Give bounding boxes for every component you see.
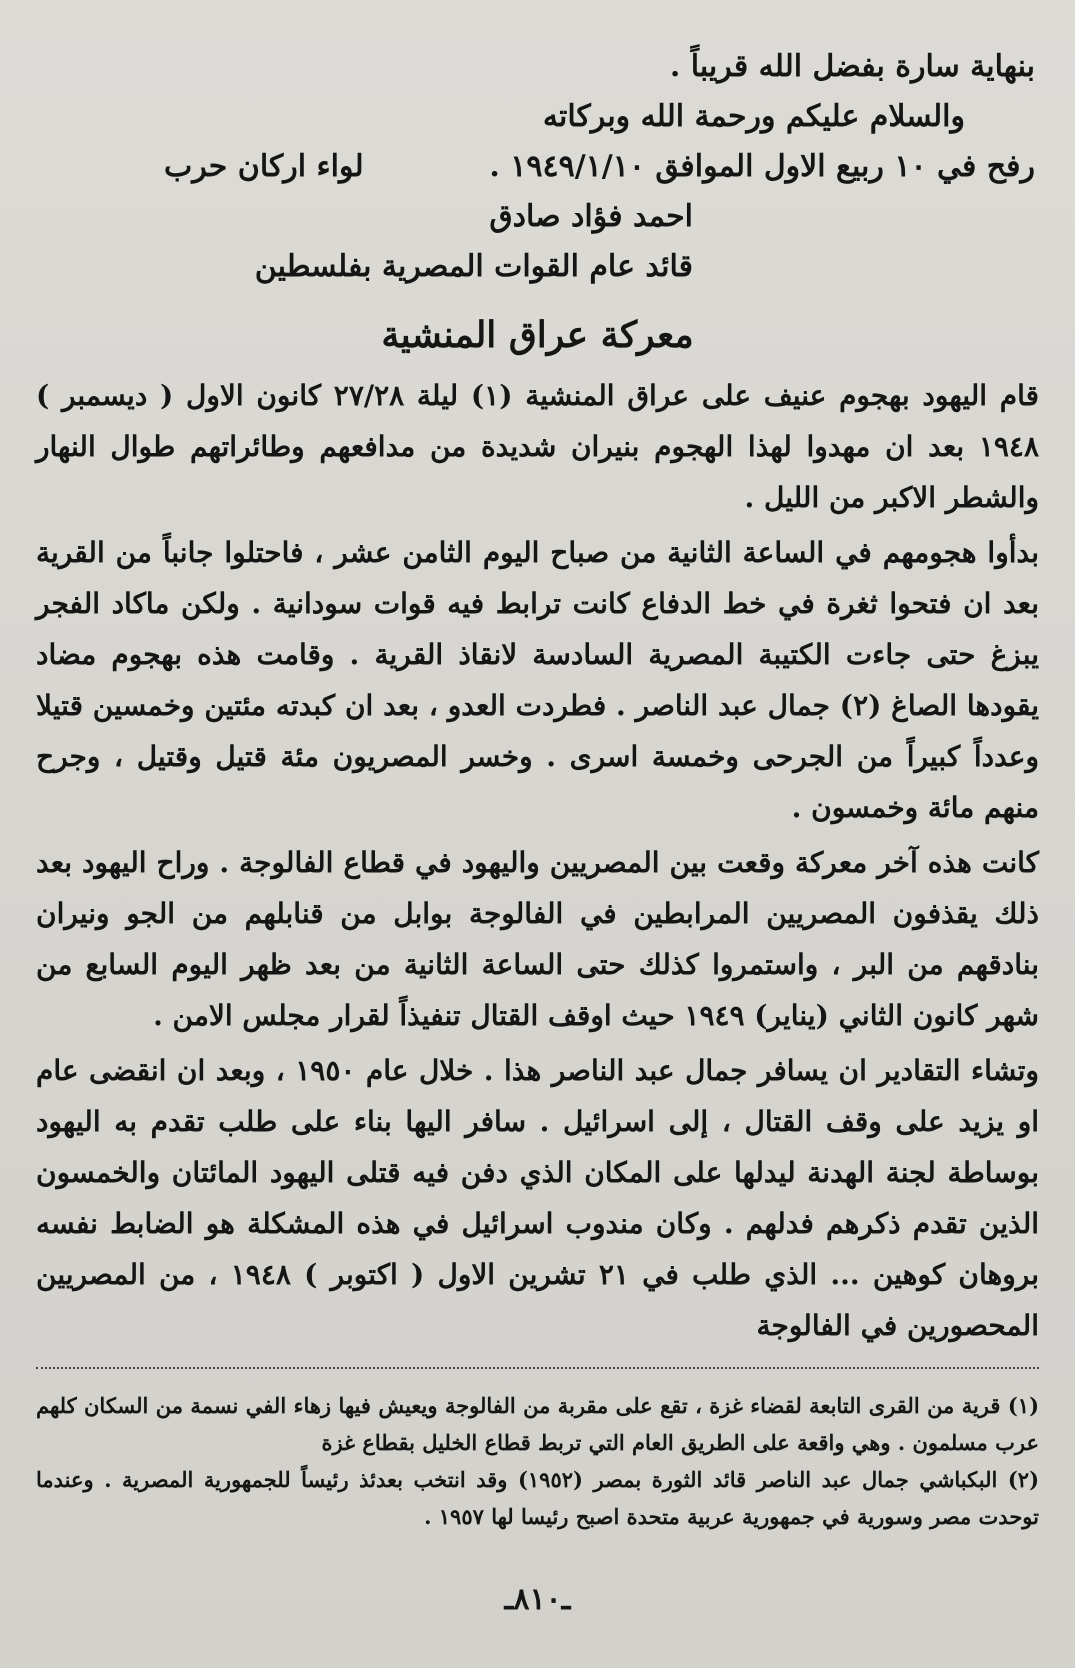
signatory-name: احمد فؤاد صادق [489,199,693,234]
letter-closing [36,42,1039,292]
paragraph: قام اليهود بهجوم عنيف على عراق المنشية (١) ليلة ٢٧/٢٨ كانون الاول ( ديسمبر ) ١٩٤٨ بعد ان مهدوا لهذا الهجوم بنيران شديدة من مدافعهم وطائراتهم طوال النهار والشطر الاكبر من الليل . [36,379,1039,514]
footnote: (٢) البكباشي جمال عبد الناصر قائد الثورة بمصر (١٩٥٢) وقد انتخب بعدئذ رئيساً للجمهورية المصرية . وعندما توحدت مصر وسورية في جمهورية عربية متحدة اصبح رئيسا لها ١٩٥٧ . [36,1467,1039,1529]
closing-line: بنهاية سارة بفضل الله قريباً . [669,49,1035,84]
signatory-title: قائد عام القوات المصرية بفلسطين [254,249,693,284]
paragraph: بدأوا هجومهم في الساعة الثانية من صباح اليوم الثامن عشر ، فاحتلوا جانباً من القرية بعد ان فتحوا ثغرة في خط الدفاع كانت ترابط فيه قوات سودانية . ولكن ماكاد الفجر يبزغ حتى جاءت الكتيبة المصرية السادسة لانقاذ القرية . وقامت هذه بهجوم مضاد يقودها الصاغ (٢) جمال عبد الناصر . فطردت العدو ، بعد ان كبدته مئتين وخمسين قتيلا وعدداً كبيراً من الجرحى وخمسة اسرى . وخسر المصريون مئة قتيل وقتيل ، وجرح منهم مائة وخمسون . [36,536,1040,824]
date-rank-line [36,142,1039,192]
salutation: والسلام عليكم ورحمة الله وبركاته [542,99,965,134]
letter-date: رفح في ١٠ ربيع الاول الموافق ١٩٤٩/١/١٠ . [489,149,1035,184]
paragraph: وتشاء التقادير ان يسافر جمال عبد الناصر هذا . خلال عام ١٩٥٠ ، وبعد ان انقضى عام او يزيد على وقف القتال ، إلى اسرائيل . سافر اليها بناء على طلب تقدم به اليهود بوساطة لجنة الهدنة ليدلها على المكان الذي دفن فيه قتلى اليهود المائتان والخمسون الذين تقدم ذكرهم فدلهم . وكان مندوب اسرائيل في هذه المشكلة هو الضابط نفسه بروهان كوهين ... الذي طلب في ٢١ تشرين الاول ( اكتوبر ) ١٩٤٨ ، من المصريين المحصورين في الفالوجة [36,1054,1040,1342]
footnote-divider [36,1367,1039,1369]
section-title: معركة عراق المنشية [381,314,694,356]
body-text [36,370,1039,1351]
page-number: ـ٨١٠ـ [504,1582,571,1617]
paragraph: كانت هذه آخر معركة وقعت بين المصريين واليهود في قطاع الفالوجة . وراح اليهود بعد ذلك يقذفون المصريين المرابطين في الفالوجة بوابل من قنابلهم من الجو ونيران بنادقهم من البر ، واستمروا كذلك حتى الساعة الثانية من بعد ظهر اليوم السابع من شهر كانون الثاني (يناير) ١٩٤٩ حيث اوقف القتال تنفيذاً لقرار مجلس الامن . [36,846,1039,1032]
footnote: (١) قرية من القرى التابعة لقضاء غزة ، تقع على مقربة من الفالوجة ويعيش فيها زهاء الفي نسمة من السكان كلهم عرب مسلمون . وهي واقعة على الطريق العام التي تربط قطاع الخليل بقطاع غزة [36,1393,1039,1455]
footnotes [36,1387,1039,1535]
signatory-rank: لواء اركان حرب [164,149,364,184]
